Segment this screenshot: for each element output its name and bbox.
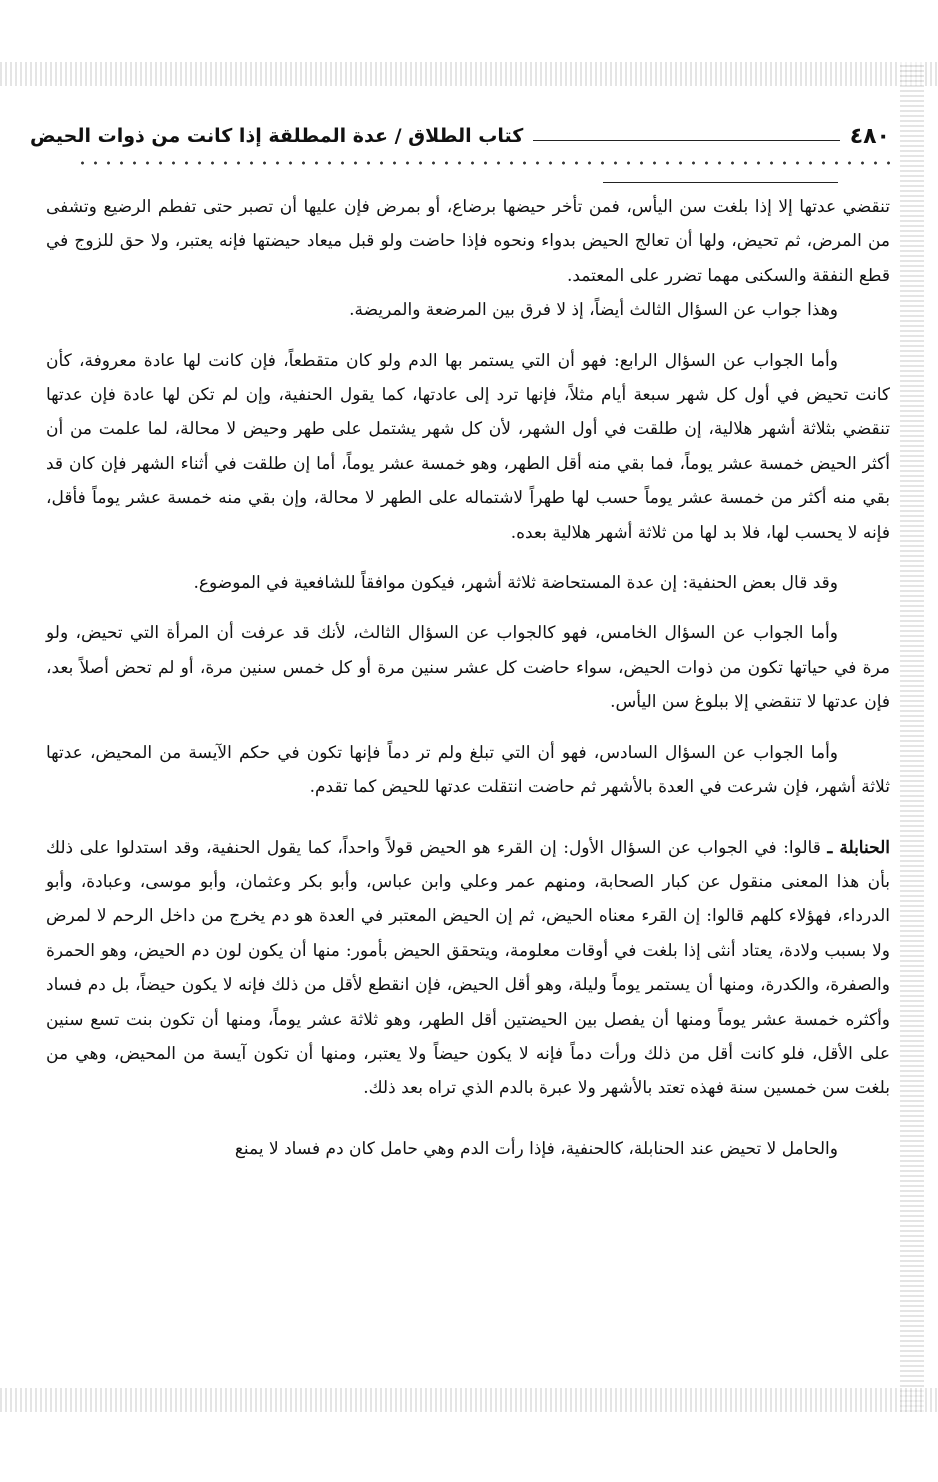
paragraph-text: وأما الجواب عن السؤال الخامس، فهو كالجواب عن السؤال الثالث، لأنك قد عرفت أن المرأة التي تحيض، ولو مرة في حياتها تكون من ذوات الحيض، سواء حاضت كل عشر سنين مرة أو كل خمس سنين مرة، أو لم تحض أصلاً بعد، فإن عدتها لا تنقضي إلا ببلوغ سن اليأس. xyxy=(46,623,890,713)
paragraph-7 xyxy=(46,831,890,1106)
paragraph-text: تنقضي عدتها إلا إذا بلغت سن اليأس، فمن تأخر حيضها برضاع، أو بمرض فإن عليها أن تصبر حتى تفطم الرضيع وتشفى من المرض، ثم تحيض، ولها أن تعالج الحيض بدواء ونحوه فإذا حاضت ولو قبل ميعاد حيضتها فإنه يعتبر، ولا حق للزوج في قطع النفقة والسكنى مهما تضرر على المعتمد. xyxy=(46,197,890,286)
paragraph-lead: الحنابلة ـ xyxy=(827,837,890,858)
decorative-border-top xyxy=(0,62,938,86)
paragraph-5 xyxy=(46,616,890,719)
paragraph-text: وهذا جواب عن السؤال الثالث أيضاً، إذ لا فرق بين المرضعة والمريضة. xyxy=(349,300,838,321)
decorative-border-bottom xyxy=(0,1388,938,1412)
paragraph-3 xyxy=(46,344,890,550)
header-rule xyxy=(533,140,839,141)
paragraph-text: وأما الجواب عن السؤال الرابع: فهو أن التي يستمر بها الدم ولو كان متقطعاً، فإن كانت لها عادة معروفة، كأن كانت تحيض في أول كل شهر سبعة أيام مثلاً، فإنها ترد إلى عادتها، كما يقول الحنفية، وإن لم تكن لها عادة فإن عدتها تنقضي بثلاثة أشهر هلالية، إن طلقت في أول الشهر، لأن كل شهر يشتمل على طهر وحيض لا محالة، لما علمت من أن أكثر الحيض خمسة عشر يوماً، فما بقي منه أقل الطهر، وهو خمسة عشر يوماً، أما إن طلقت في أثناء الشهر فإن كان قد بقي منه أكثر من خمسة عشر يوماً حسب لها طهراً لاشتماله على الطهر لا محالة، وإن بقي منه خمسة عشر يوماً فأقل، فإنه لا يحسب لها، فلا بد لها من ثلاثة أشهر هلالية بعده. xyxy=(46,350,890,543)
page-body xyxy=(46,190,890,1166)
decorative-border-right xyxy=(900,62,924,1412)
paragraph-1 xyxy=(46,190,890,293)
paragraph-text: وأما الجواب عن السؤال السادس، فهو أن التي تبلغ ولم تر دماً فإنها تكون في حكم الآيسة من المحيض، عدتها ثلاثة أشهر، فإن شرعت في العدة بالأشهر ثم حاضت انتقلت عدتها للحيض كما تقدم. xyxy=(46,742,890,798)
paragraph-text: قالوا: في الجواب عن السؤال الأول: إن القرء هو الحيض قولاً واحداً، كما يقول الحنفية، وقد استدلوا على ذلك بأن هذا المعنى منقول عن كبار الصحابة، ومنهم عمر وعلي وابن عباس، وأبو بكر وعثمان، وأبو موسى، وعبادة، وأبو الدرداء، فهؤلاء كلهم قالوا: إن القرء معناه الحيض، ثم إن الحيض المعتبر في العدة هو دم يخرج من داخل الرحم لا لمرض ولا بسبب ولادة، يعتاد أنثى إذا بلغت في أوقات معلومة، ويتحقق الحيض بأمور: منها أن يكون لون دم الحيض، وهو الحمرة والصفرة، والكدرة، ومنها أن يستمر يوماً وليلة، وهو أقل الحيض، فإن انقطع لأقل من ذلك فإنه لا يكون حيضاً، بل دم فساد وأكثره خمسة عشر يوماً ومنها أن يفصل بين الحيضتين أقل الطهر، وهو ثلاثة عشر يوماً، ومنها أن تكون بنت تسع سنين على الأقل، فلو كانت أقل من ذلك ورأت دماً فإنه لا يكون حيضاً ولا يعتبر، ومنها أن تكون آيسة من المحيض، وهي من بلغت سن خمسين سنة فهذه تعتد بالأشهر ولا عبرة بالدم الذي تراه بعد ذلك. xyxy=(46,837,890,1099)
page-header xyxy=(30,116,890,156)
page-number: ٤٨٠ xyxy=(849,123,890,149)
separator-rule xyxy=(603,182,838,183)
paragraph-2 xyxy=(46,293,890,327)
running-title: كتاب الطلاق / عدة المطلقة إذا كانت من ذوات الحيض xyxy=(30,125,524,147)
dotted-separator xyxy=(76,160,890,166)
paragraph-text: والحامل لا تحيض عند الحنابلة، كالحنفية، فإذا رأت الدم وهي حامل كان دم فساد لا يمنع xyxy=(234,1138,838,1159)
paragraph-4 xyxy=(46,566,890,600)
paragraph-8 xyxy=(46,1132,890,1166)
paragraph-6 xyxy=(46,736,890,805)
paragraph-text: وقد قال بعض الحنفية: إن عدة المستحاضة ثلاثة أشهر، فيكون موافقاً للشافعية في الموضوع. xyxy=(193,573,838,594)
